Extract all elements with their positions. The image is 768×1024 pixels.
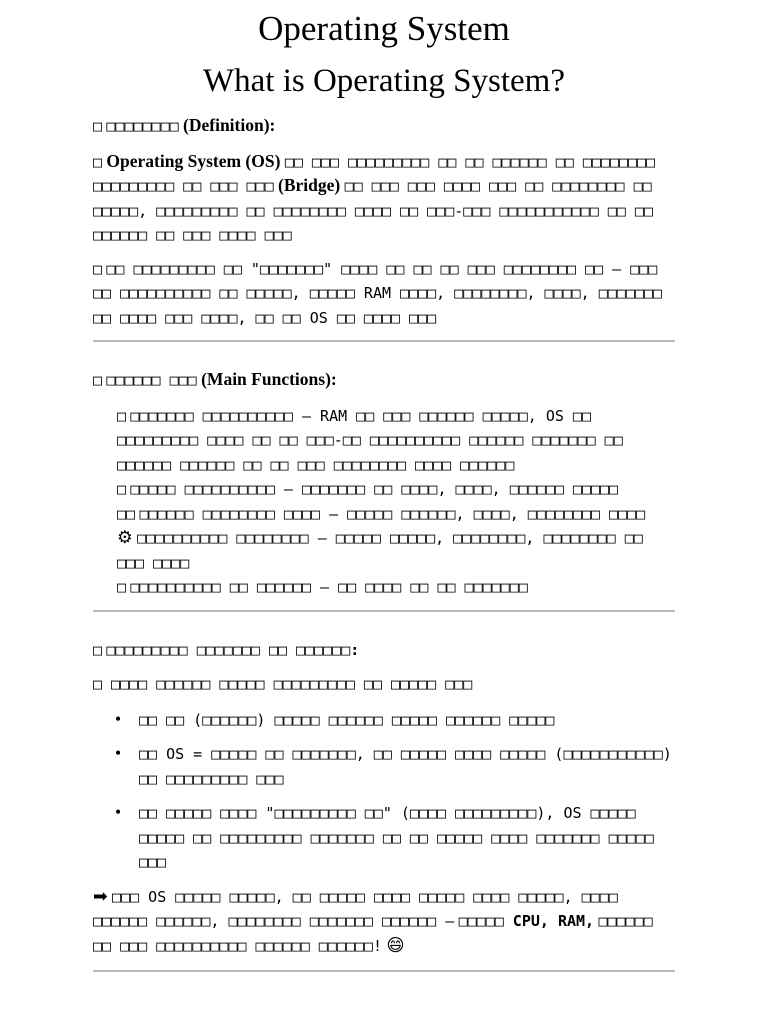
file-icon: □ <box>117 480 127 498</box>
conclusion-paragraph <box>93 885 675 959</box>
arrow-right-icon: ➡ <box>93 886 108 907</box>
function-item-text: □□□□□□ □□□□□□□□ □□□□ – □□□□□ □□□□□□, □□□□, □□□□□□□□ □□□□ <box>139 504 646 523</box>
function-item <box>93 575 675 600</box>
list-item-text: □□ □□ (□□□□□□) □□□□□ □□□□□□ □□□□□ □□□□□□ □□□□□ <box>139 710 555 729</box>
definition-paragraph-1-icon: □ <box>93 152 103 171</box>
example-bullets <box>93 708 675 875</box>
divider <box>93 610 675 612</box>
conclusion-text-b: □□□□□□ □□ □□□ □□□□□□□□□□ □□□□□□ □□□□□□! <box>93 912 653 955</box>
definition-heading-english: (Definition): <box>183 115 276 135</box>
definition-heading-icon: □ <box>93 117 103 135</box>
definition-heading-native: □□□□□□□□ <box>106 117 179 135</box>
function-item <box>93 404 675 478</box>
functions-list <box>93 404 675 600</box>
memory-icon: □ <box>117 406 127 425</box>
bullet-marker: • <box>115 802 122 822</box>
functions-heading-english: (Main Functions): <box>201 369 337 389</box>
definition-text-a: □□ □□□ □□□□□□□□□ □□ □□ □□□□□□ □□ □□□□□□□□ □□□□□□□□□ □□ □□□ □□□ <box>93 152 656 195</box>
functions-heading-icon: □ <box>93 371 103 389</box>
example-intro: □ □□□□ □□□□□□ □□□□□ □□□□□□□□□ □□ □□□□□ □□□ <box>93 675 473 693</box>
document-content <box>93 110 675 972</box>
example-heading <box>93 638 675 663</box>
user-interface-icon: □ <box>117 578 127 596</box>
conclusion-text-a: □□□ OS □□□□□ □□□□□, □□ □□□□□ □□□□ □□□□□ □□□□ □□□□□, □□□□ □□□□□□ □□□□□□, □□□□□□□□ □□□□□□□ □□□□□□ — <box>93 887 618 930</box>
bridge-term: (Bridge) <box>278 175 341 195</box>
os-term: Operating System (OS) <box>106 150 281 171</box>
function-item <box>93 502 675 527</box>
list-item <box>93 708 675 733</box>
gear-icon: ⚙ <box>117 528 133 548</box>
list-item <box>93 742 675 791</box>
example-heading-text: □□□□□□□□□ □□□□□□□ □□ □□□□□□: <box>106 640 360 659</box>
definition-heading <box>93 114 675 139</box>
function-item-text: □□□□□□□ □□□□□□□□□□ – RAM □□ □□□ □□□□□□ □□□□□, OS □□ □□□□□□□□□ □□□□ □□ □□ □□□-□□ □□□□□□□□□□ □□□□□□ □□□□□□□ □□ □□□□□□ □□□□□□ □□ □□ □□□ □□□□□□□□ □□□□ □□□□□□ <box>117 406 623 474</box>
definition-paragraph-2-icon: □ <box>93 259 103 278</box>
bullet-marker: • <box>115 743 122 763</box>
bullet-marker: • <box>115 708 122 729</box>
device-icon: □□ <box>117 504 136 523</box>
function-item-text: □□□□□ □□□□□□□□□□ – □□□□□□□ □□ □□□□, □□□□, □□□□□□ □□□□□ <box>130 480 619 498</box>
function-item-text: □□□□□□□□□□ □□□□□□□□ – □□□□□ □□□□□, □□□□□□□□, □□□□□□□□ □□ □□□ □□□□ <box>117 529 643 572</box>
function-item-text: □□□□□□□□□□ □□ □□□□□□ – □□ □□□□ □□ □□ □□□□□□□ <box>130 578 528 596</box>
list-item-text: □□ OS = □□□□□ □□ □□□□□□□, □□ □□□□□ □□□□ □□□□□ (□□□□□□□□□□□) □□ □□□□□□□□□ □□□ <box>139 745 672 788</box>
divider <box>93 340 675 342</box>
conclusion-bold: □□□□□ CPU, RAM, <box>458 912 595 930</box>
page-subtitle: What is Operating System? <box>202 63 565 99</box>
divider <box>93 970 675 972</box>
list-item <box>93 801 675 875</box>
functions-heading-native: □□□□□□ □□□ <box>106 371 197 389</box>
function-item <box>93 526 675 575</box>
definition-text-b: □□ □□□ □□□ □□□□ □□□ □□ □□□□□□□□ □□ □□□□□, □□□□□□□□□ □□ □□□□□□□□ □□□□ □□ □□□-□□□ □□□□□□□□□□□ □□ □□ □□□□□□ □□ □□□ □□□□ □□□ <box>93 177 653 244</box>
page-title: Operating System <box>258 9 510 48</box>
functions-heading <box>93 368 675 393</box>
function-item <box>93 477 675 502</box>
definition-paragraph-1 <box>93 150 675 248</box>
definition-paragraph-2 <box>93 257 675 331</box>
smiley-icon: 😄 <box>386 935 405 956</box>
definition-paragraph-2-text: □□ □□□□□□□□□ □□ "□□□□□□□" □□□□ □□ □□ □□ □□□ □□□□□□□□ □□ — □□□ □□ □□□□□□□□□□ □□ □□□□□, □□□□□ RAM □□□□, □□□□□□□□, □□□□, □□□□□□□ □□ □□□□ □□□ □□□□, □□ □□ OS □□ □□□□ □□□ <box>93 259 662 327</box>
list-item-text: □□ □□□□□ □□□□ "□□□□□□□□□ □□" (□□□□ □□□□□□□□□), OS □□□□□ □□□□□ □□ □□□□□□□□□ □□□□□□□ □□ □□ □□□□□ □□□□ □□□□□□□ □□□□□ □□□ <box>139 804 654 871</box>
example-heading-icon: □ <box>93 640 103 659</box>
